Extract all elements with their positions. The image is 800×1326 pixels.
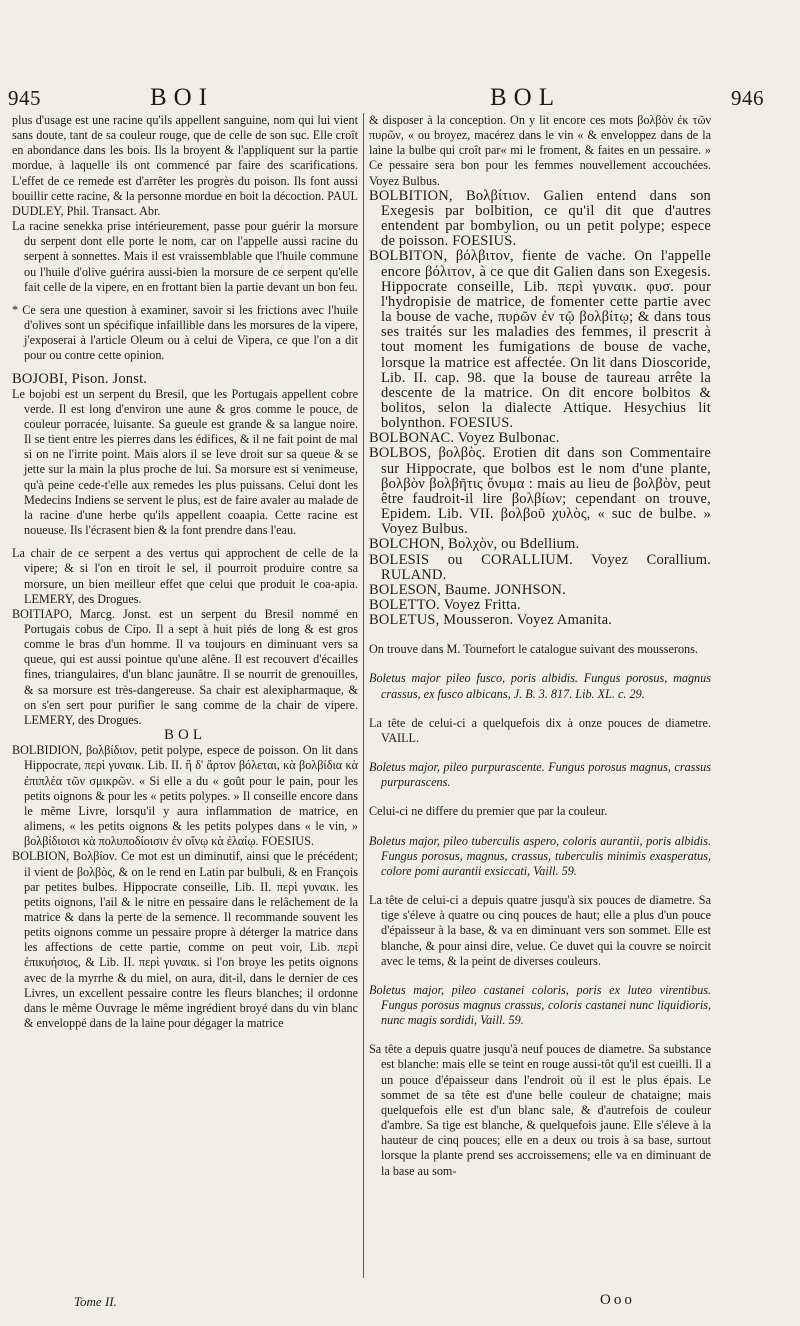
right-column [369,113,711,1278]
column-divider [363,113,364,1278]
text-paragraph: BOLESON, Baume. JONHSON. [369,581,566,598]
text-paragraph: BOJOBI, Pison. Jonst. [12,370,148,387]
text-paragraph: BOLBIDION, βολβίδιον, petit polype, espece de poisson. On lit dans Hippocrate, περὶ γυναικ. Lib. II. ἢ δ' ἄρτον βόλεται, κὰ βολβίδια κὰ ἐπιπλέα τῶν σμικρῶν. « Si elle a du « goût pour le pain, pour les petits oignons & pour les « petits polypes. » Il conseille encore dans le même Livre, lorsqu'il y aura inflammation de matrice, en alimens, « les petits oignons & les petits polypes dans « le vin, » βολβίδιοισι κὰ πολυποδίοισιν ἐν οἴνῳ κὰ ἐλαίῳ. FOESIUS. [12,743,358,849]
text-paragraph: BOLBITON, βόλβιτον, fiente de vache. On l'appelle encore βόλιτον, à ce que dit Galien dans son Exegesis. Hippocrate conseille, Lib. περὶ γυναικ. φυσ. pour l'hydropisie de matrice, de fomenter cette partie avec la bouse de vache, πυρῶν ἐν τῷ βολβίτῳ; & dans tous ses traités sur les maladies des femmes, il prescrit à tout moment les fumigations de bouse de vache, lorsque la matrice est affectée. On lit dans Dioscoride, Lib. II. cap. 98. que la bouse de taureau arrête la descente de la matrice. On dit encore bolbitos & bolitos, selon la dialecte Attique. Hesychius lit bolynthon. FOESIUS. [369,248,711,432]
text-paragraph: * Ce sera une question à examiner, savoir si les frictions avec l'huile d'olives sont un spécifique infaillible dans les morsures de la vipere, j'exposerai à l'article Oleum ou à celui de Vipera, ce que l'on a dit pour ou contre cette opinion. [12,302,358,363]
text-paragraph: La racine senekka prise intérieurement, passe pour guérir la morsure du serpent dont elle porte le nom, car on l'appelle aussi racine du serpent à sonnettes. Mais il est vraissemblable que l'huile commune ou l'huile d'olive guérira aussi-bien la morsure de ce serpent qu'elle fait celle de la vipere, en en frottant bien la partie devant un bon feu. [12,219,358,294]
text-paragraph: Boletus major, pileo tuberculis aspero, coloris aurantii, poris albidis. Fungus porosus, magnus, crassus, tuberculis minimis exasperatus, colore pomi aurantii exsiccati, Vaill. 59. [369,833,711,878]
right-running-head: BOL [490,84,561,111]
left-page-number: 945 [8,86,41,110]
text-paragraph: BOLCHON, Βολχὸν, ou Bdellium. [369,536,580,553]
text-paragraph: BOLETUS, Mousseron. Voyez Amanita. [369,612,613,629]
section-heading: BOL [164,727,206,744]
text-paragraph: BOITIAPO, Marcg. Jonst. est un serpent du Bresil nommé en Portugais cobus de Cipo. Il a sept à huit piés de long & est gros comme le bras d'un homme. Il va toujours en diminuant vers sa queue, qui est aussi pointue qu'une alêne. Il est recouvert d'écailles fines, triangulaires, d'un blanc jaunâtre. Il se nourrit de grenouilles, & sa morsure est très-dangereuse. Sa chair est alexipharmaque, & on s'en sert pour purifier le sang comme de la chair de vipere. LEMERY, des Drogues. [12,606,358,727]
text-paragraph: BOLETTO. Voyez Fritta. [369,597,521,613]
text-paragraph: BOLESIS ou CORALLIUM. Voyez Corallium. RULAND. [369,551,711,583]
text-paragraph: & disposer à la conception. On y lit encore ces mots βολβὸν ἐκ τῶν πυρῶν, « ou broyez, macérez dans le vin « & enveloppez dans de la laine la bulbe qui croît par« mi le froment, & faites en un pessaire. » Ce pessaire sera bon pour les femmes nouvellement accouchées. Voyez Bulbus. [369,113,711,188]
text-paragraph: Le bojobi est un serpent du Bresil, que les Portugais appellent cobre verde. Il est long d'environ une aune & gros comme le pouce, de couleur porracée, luisante. Sa gueule est grande & sa langue noire. Il se tient entre les pierres dans les édifices, & il ne fait point de mal si on ne l'irrite point. Mais alors il se leve droit sur sa queue & se jette sur la main la plus proche de lui. Sa morsure est si venimeuse, qu'à peine cede-t'elle aux remedes les plus puissans. Celui dont les Medecins Indiens se servent le plus, est de faire avaler au malade de la racine d'une herbe qu'ils appellent coaapia. Cette racine est noueuse. Ils l'écrasent bien & la font prendre dans l'eau. [12,386,358,538]
text-paragraph: BOLBION, Βολβίον. Ce mot est un diminutif, ainsi que le précédent; il vient de βολβὸς, & on le rend en Latin par bulbuli, & en François par petites bulbes. Hippocrate conseille, Lib. II. περὶ γυναικ. les petits oignons, l'ail & le nitre en pessaire dans le relâchement de la matrice & dans la perte de la semence. Il recommande souvent les petits oignons comme un pessaire propre à déterger la matrice dans les affections de cette partie, comme on peut voir, Lib. περὶ ἐπικυήσιος, & Lib. II. περὶ γυναικ. si l'on broye les petits oignons avec de la myrrhe & du miel, on aura, dit-il, dans le dernier de ces Livres, un excellent pessaire contre les fleurs blanches; il ordonne dans le même Ouvrage le même ingrédient broyé dans du vin blanc & enveloppé dans de la laine pour dégager la matrice [12,849,358,1031]
text-paragraph: BOLBITION, Βολβίτιον. Galien entend dans son Exegesis par bolbition, ce qu'il dit que d'autres entendent par bombylion, ou un petit polype; espece de poisson. FOESIUS. [369,187,711,250]
text-paragraph: BOLBONAC. Voyez Bulbonac. [369,430,560,447]
left-column [12,113,358,1283]
text-paragraph: Sa tête a depuis quatre jusqu'à neuf pouces de diametre. Sa substance est blanche: mais elle se teint en rouge aussi-tôt qu'il est cueilli. Il a un pouce d'épaisseur dans l'endroit où il est le plus épais. Le sommet de sa tête est d'une belle couleur de chataigne; mais quelquefois elle est d'un blanc sale, & d'autrefois de couleur d'ambre. Sa tige est blanche, & quelquefois jaune. Elle s'éleve à la hauteur de cinq pouces; elle en a deux ou trois à sa base, surtout lorsque la plante prend ses accroissemens; elle va en diminuant de la base au som- [369,1042,711,1178]
text-paragraph: La chair de ce serpent a des vertus qui approchent de celle de la vipere; & si l'on en tiroit le sel, il pourroit produire contre sa morsure, un bien meilleur effet que celui que produit le coa-apia. LEMERY, des Drogues. [12,546,358,606]
text-paragraph: La tête de celui-ci a quelquefois dix à onze pouces de diametre. VAILL. [369,715,711,745]
text-paragraph: Boletus major, pileo castanei coloris, poris ex luteo virentibus. Fungus porosus magnus crassus, coloris castanei nunc liquidioris, nunc magis sordidi, Vaill. 59. [369,982,711,1028]
text-paragraph: Boletus major, pileo purpurascente. Fungus porosus magnus, crassus purpurascens. [369,760,711,790]
text-paragraph: plus d'usage est une racine qu'ils appellent sanguine, nom qui lui vient sans doute, tant de sa couleur rouge, que de celle de son suc. Elle croît en abondance dans les bois. Ils la broyent & l'appliquent sur la partie mordue, à laquelle ils ont commencé par faire des scarifications. L'effet de ce remede est d'arrêter les progrès du poison. Ils font aussi bouillir cette racine, & la personne mordue en boit la décoction. PAUL DUDLEY, Phil. Transact. Abr. [12,113,358,218]
text-paragraph: La tête de celui-ci a depuis quatre jusqu'à six pouces de diametre. Sa tige s'éleve à quatre ou cinq pouces de haut; elle a plus d'un pouce d'épaisseur à la base, & va en diminuant vers son sommet. Elle est blanche, & pour ainsi dire, velue. Ce duvet qui la couvre se noircit avec le tems, & la peint de diverses couleurs. [369,893,711,968]
signature-mark: Ooo [600,1292,635,1308]
left-running-head: BOI [150,84,215,111]
text-paragraph: On trouve dans M. Tournefort le catalogue suivant des mousserons. [369,642,698,657]
tome-label: Tome II. [74,1294,117,1309]
text-paragraph: Celui-ci ne differe du premier que par la couleur. [369,804,608,819]
right-page-number: 946 [731,86,764,110]
text-paragraph: Boletus major pileo fusco, poris albidis. Fungus porosus, magnus crassus, ex fusco albicans, J. B. 3. 817. Lib. XL. c. 29. [369,671,711,701]
text-paragraph: BOLBOS, βολβὸς. Erotien dit dans son Commentaire sur Hippocrate, que bolbos est le nom d'une plante, βολβὸν βολβῆτις ὄνυμα : mais au lieu de βολβὸν, peut être faudroit-il lire βολβίων; cependant on trouve, Epidem. Lib. VII. βολβοῦ χυλὸς, « suc de bulbe. » Voyez Bulbus. [369,445,711,538]
